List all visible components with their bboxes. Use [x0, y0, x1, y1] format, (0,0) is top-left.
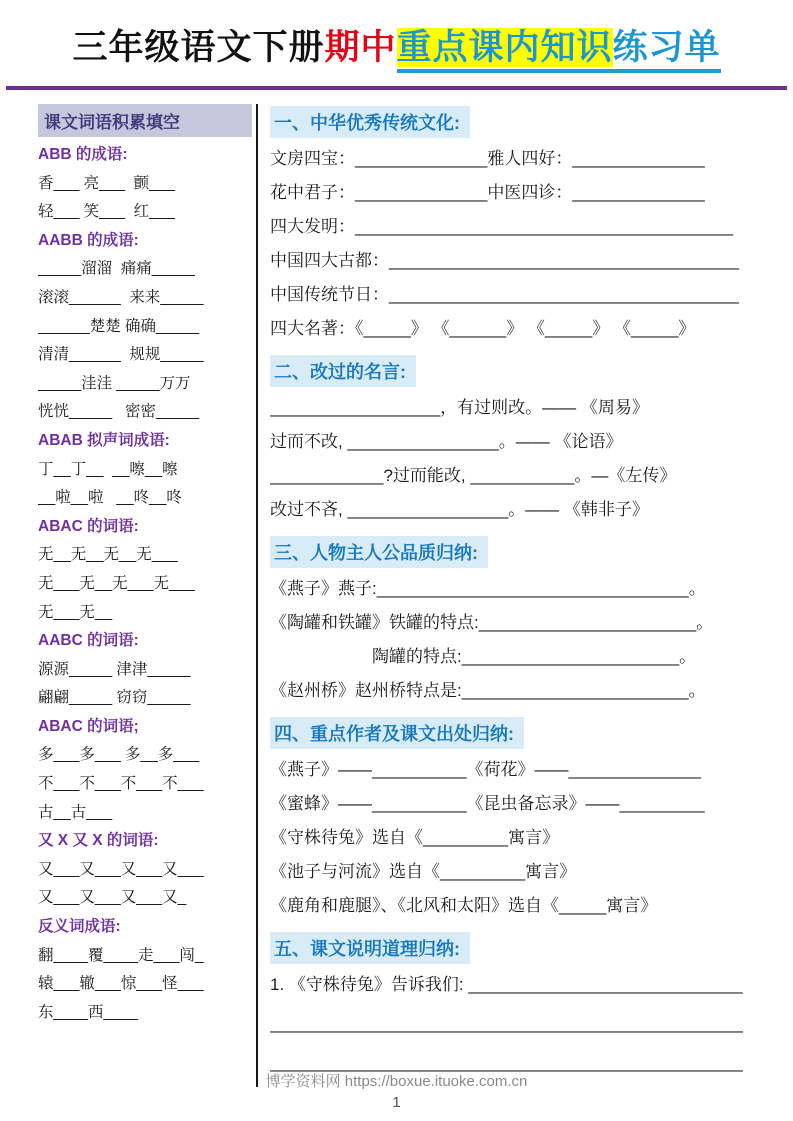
fill-blank-line: 《池子与河流》选自《_________寓言》 [270, 862, 577, 881]
fill-blank-line: 无__无__无__无___ [38, 546, 178, 564]
word-group-abb [38, 141, 252, 227]
fill-blank-line: 文房四宝：______________雅人四好：______________ [270, 149, 705, 168]
footer-site-url: 博学资料网 https://boxue.ituoke.com.cn [265, 1073, 528, 1090]
fill-blank-line: _____溜溜 痛痛_____ [38, 260, 195, 278]
group-heading: ABAB 拟声词成语: [38, 431, 170, 449]
title-midterm-segment: 期中 [324, 28, 397, 67]
footer [0, 1070, 793, 1111]
fill-blank-line: 《赵州桥》赵州桥特点是:________________________。 [270, 681, 706, 700]
group-heading: ABB 的成语: [38, 146, 128, 163]
section-heading: 四、重点作者及课文出处归纳: [270, 717, 524, 749]
fill-blank-line: 恍恍_____ 密密_____ [38, 403, 200, 421]
word-group-you-x [38, 827, 252, 913]
fill-blank-line: 无___无__无___无___ [38, 574, 195, 592]
fill-blank-line: 《陶罐和铁罐》铁罐的特点:_______________________。 [270, 613, 714, 632]
fill-blank-line: 翻____覆____走___闯_ [38, 946, 204, 964]
fill-blank-line: 不___不___不___不___ [38, 775, 204, 793]
fill-blank-line: 花中君子：______________中医四诊：______________ [270, 183, 705, 202]
title-sheet-segment: 练习单 [612, 28, 721, 67]
word-group-abac-1 [38, 513, 252, 627]
word-group-antonym [38, 913, 252, 1027]
fill-blank-line: 辕___辙___惊___怪___ [38, 975, 204, 993]
group-heading: 又 X 又 X 的词语: [38, 832, 159, 850]
fill-blank-line: 陶罐的特点:_______________________。 [372, 647, 697, 666]
fill-blank-line: 又___又___又___又___ [38, 860, 204, 878]
section-heading: 三、人物主人公品质归纳: [270, 536, 488, 568]
fill-blank-line: 四大发明：________________________________________ [270, 217, 734, 236]
fill-blank-line: _____洼洼 _____万万 [38, 374, 191, 392]
group-heading: 反义词成语: [38, 918, 121, 936]
fill-blank-line: 东____西____ [38, 1003, 138, 1021]
fill-blank-line: 中国四大古都：_____________________________________ [270, 251, 739, 270]
right-column [270, 104, 773, 1087]
section-heading: 二、改过的名言: [270, 355, 416, 387]
fill-blank-line: 丁__丁__ __嚓__嚓 [38, 460, 178, 478]
fill-blank-line: 改过不吝, _________________。—— 《韩非子》 [270, 500, 649, 519]
fill-blank-line: 中国传统节日：_____________________________________ [270, 285, 739, 304]
fill-blank-line: 《鹿角和鹿腿》、《北风和太阳》选自《_____寓言》 [270, 896, 658, 915]
blank-answer-line: __________________________________________________ [270, 1014, 743, 1033]
fill-blank-line: 清清______ 规规_____ [38, 346, 204, 364]
section-heading: 一、中华优秀传统文化: [270, 106, 470, 138]
left-column [38, 104, 252, 1087]
fill-blank-line: 1. 《守株待兔》告诉我们: _____________________________ [270, 975, 743, 994]
fill-blank-line: 《守株待兔》选自《_________寓言》 [270, 828, 560, 847]
fill-blank-line: __________________，有过则改。—— 《周易》 [270, 398, 649, 417]
page-title [0, 0, 793, 70]
fill-blank-line: 又___又___又___又_ [38, 889, 187, 907]
fill-blank-line: 无___无__ [38, 603, 113, 621]
word-group-abab [38, 427, 252, 513]
page-number: 1 [392, 1094, 401, 1111]
fill-blank-line: 《燕子》燕子:_________________________________。 [270, 579, 706, 598]
fill-blank-line: 翩翩_____ 窃窃_____ [38, 689, 191, 707]
title-divider-rule [6, 86, 787, 90]
word-group-aabc [38, 627, 252, 713]
column-divider [256, 104, 258, 1087]
group-heading: ABAC 的词语; [38, 717, 139, 735]
fill-blank-line: 古__古___ [38, 803, 113, 821]
fill-blank-line: ______楚楚 确确_____ [38, 317, 200, 335]
word-group-abac-2 [38, 713, 252, 827]
blank-answer-line: __________________________________________________ [270, 1053, 743, 1072]
title-underlined-segment [397, 28, 721, 73]
section-heading: 五、课文说明道理归纳: [270, 932, 470, 964]
fill-blank-line: 源源_____ 津津_____ [38, 660, 191, 678]
group-heading: ABAC 的词语: [38, 517, 139, 535]
fill-blank-line: 多___多___ 多__多___ [38, 746, 200, 764]
section-authors-sources [270, 715, 773, 923]
fill-blank-line: 《燕子》——__________《荷花》——______________ [270, 760, 701, 779]
section-famous-quotes [270, 353, 773, 527]
fill-blank-line: 滚滚______ 来来_____ [38, 288, 204, 306]
fill-blank-line: ____________?过而能改, ___________。—《左传》 [270, 466, 677, 485]
fill-blank-line: 过而不改, ________________。—— 《论语》 [270, 432, 623, 451]
fill-blank-line: 四大名著：《_____》 《______》 《_____》 《_____》 [270, 319, 696, 338]
title-highlighted-segment: 重点课内知识 [396, 28, 613, 67]
fill-blank-line: 《蜜蜂》——__________《昆虫备忘录》——_________ [270, 794, 705, 813]
section-lesson-morals [270, 930, 773, 1080]
section-traditional-culture [270, 104, 773, 346]
left-column-header: 课文词语积累填空 [38, 104, 252, 137]
content-area [38, 104, 773, 1087]
fill-blank-line: 轻___ 笑___ 红___ [38, 203, 176, 221]
group-heading: AABB 的成语: [38, 231, 139, 249]
title-grade-segment: 三年级语文下册 [72, 28, 325, 67]
word-group-aabb [38, 227, 252, 427]
fill-blank-line: __啦__啦 __咚__咚 [38, 489, 182, 507]
group-heading: AABC 的词语: [38, 632, 139, 650]
fill-blank-line: 香___ 亮___ 颤___ [38, 174, 176, 192]
section-character-traits [270, 534, 773, 708]
